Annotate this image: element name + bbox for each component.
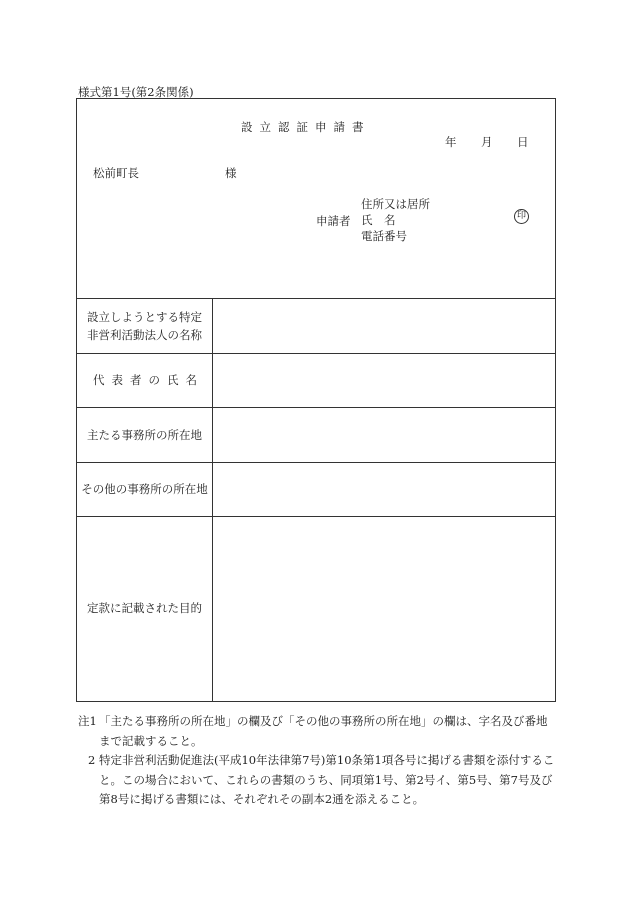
date-month-label: 月 bbox=[481, 135, 493, 149]
applicant-label: 申請者 bbox=[316, 214, 351, 228]
note-item bbox=[78, 712, 558, 751]
phone-label: 電話番号 bbox=[361, 229, 407, 243]
date-year-label: 年 bbox=[445, 135, 457, 149]
field-purpose[interactable] bbox=[213, 517, 556, 701]
note-item bbox=[78, 751, 558, 810]
form-number: 様式第1号(第2条関係) bbox=[78, 85, 194, 99]
note-number: 2 bbox=[88, 753, 96, 767]
field-other-office[interactable] bbox=[213, 463, 556, 516]
addressee: 松前町長 bbox=[93, 166, 139, 180]
label-representative: 代表者の氏名 bbox=[93, 373, 204, 387]
date-day-label: 日 bbox=[517, 135, 529, 149]
field-corp-name[interactable] bbox=[213, 299, 556, 353]
field-main-office[interactable] bbox=[213, 408, 556, 462]
label-corp-name-line2: 非営利活動法人の名称 bbox=[87, 328, 202, 342]
note-text: 特定非営利活動促進法(平成10年法律第7号)第10条第1項各号に掲げる書類を添付すること。この場合において、これらの書類のうち、同項第1号、第2号イ、第5号、第7号及び第8号に掲げる書類には、それぞれその副本2通を添えること。 bbox=[99, 753, 555, 806]
address-label: 住所又は居所 bbox=[361, 197, 430, 211]
name-label: 氏 名 bbox=[361, 213, 396, 227]
note-number: 注1 bbox=[78, 714, 97, 728]
application-form bbox=[76, 98, 556, 702]
seal-mark: 印 bbox=[514, 209, 529, 224]
notes-section bbox=[78, 712, 558, 810]
label-purpose: 定款に記載された目的 bbox=[87, 601, 202, 615]
field-representative[interactable] bbox=[213, 354, 556, 407]
label-main-office: 主たる事務所の所在地 bbox=[87, 428, 202, 442]
label-corp-name-line1: 設立しようとする特定 bbox=[87, 310, 202, 324]
note-text: 「主たる事務所の所在地」の欄及び「その他の事務所の所在地」の欄は、字名及び番地まで記載すること。 bbox=[99, 714, 548, 748]
label-other-office: その他の事務所の所在地 bbox=[81, 482, 208, 496]
form-title: 設立認証申請書 bbox=[241, 120, 371, 134]
label-corp-name bbox=[77, 308, 212, 344]
addressee-honorific: 様 bbox=[225, 166, 237, 180]
